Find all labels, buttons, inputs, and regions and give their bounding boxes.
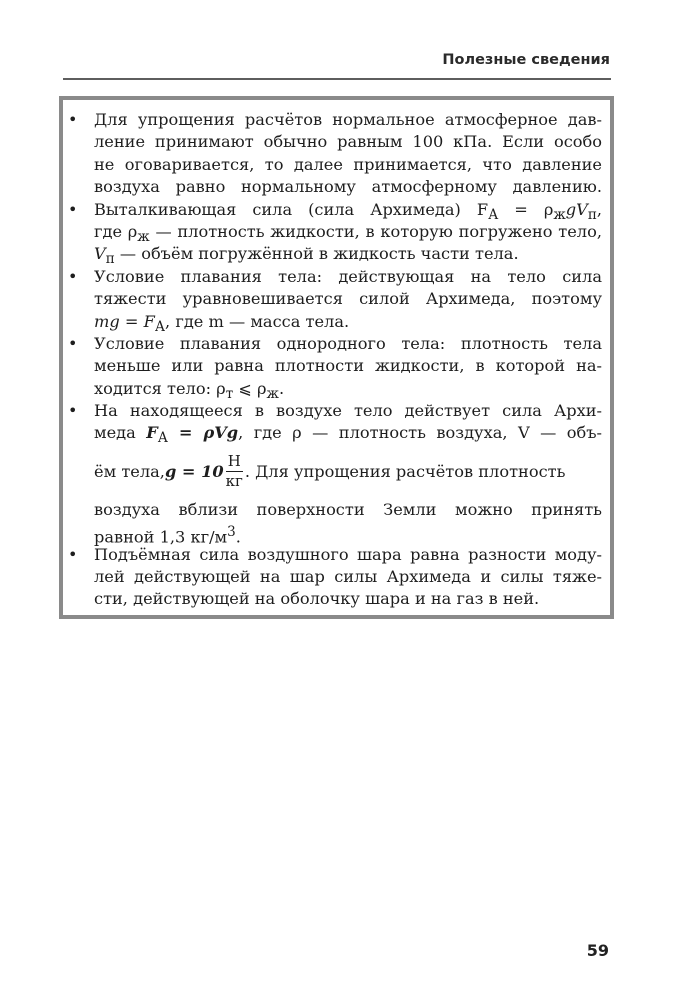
list-item: [68, 266, 602, 335]
header-rule: [63, 78, 611, 80]
bullet: •: [68, 401, 78, 421]
bullet: •: [68, 110, 78, 129]
text-line: На находящееся в воздухе тело действует сила Архи-: [94, 401, 602, 421]
text-line: ём тела, g = 10 $\frac{Н}{кг}$ . Для упрощения расчётов плотность: [94, 452, 566, 491]
text-line: тяжести уравновешивается силой Архимеда, поэтому: [94, 289, 602, 309]
unit-fraction: $\frac{Н}{кг}$: [225, 452, 243, 491]
text-line: Выталкивающая сила (сила Архимеда) $F_А = \rho_жgV_п$,: [94, 199, 603, 223]
info-box: [59, 96, 614, 619]
text-line: воздуха равно нормальному атмосферному давлению.: [94, 177, 602, 197]
list-item: [68, 109, 602, 199]
text-line: меда $F_А = \rho Vg$, где ρ — плотность воздуха, V — объ-: [94, 423, 602, 447]
bullet: •: [68, 333, 78, 353]
text-line: воздуха вблизи поверхности Земли можно принять: [94, 499, 602, 519]
list-item: [68, 400, 602, 547]
text-line: $V_п$ — объём погружённой в жидкость части тела.: [94, 244, 519, 268]
page-number: 59: [586, 941, 609, 960]
text-line: Условие плавания однородного тела: плотность тела: [94, 333, 602, 353]
list-item: [68, 333, 602, 402]
text-line: ходится тело: $\rho_т$ ⩽ $\rho_ж$.: [94, 378, 285, 402]
list-item: [68, 544, 602, 611]
text-line: сти, действующей на оболочку шара и на газ в ней.: [94, 589, 540, 609]
list-item: [68, 199, 603, 268]
bullet: •: [68, 544, 78, 564]
facts-list: [68, 109, 603, 611]
bullet: •: [68, 266, 78, 286]
text-line: меньше или равна плотности жидкости, в которой на-: [94, 356, 602, 376]
text-line: Условие плавания тела: действующая на тело сила: [94, 266, 602, 286]
bullet: •: [68, 199, 78, 219]
text-line: ление принимают обычно равным 100 кПа. Если особо: [94, 132, 602, 152]
text-line: Для упрощения расчётов нормальное атмосферное дав-: [94, 110, 602, 129]
text-line: лей действующей на шар силы Архимеда и силы тяже-: [94, 567, 602, 587]
text-line: mg = $F_А$, где m — масса тела.: [94, 311, 350, 335]
text-line: не оговаривается, то далее принимается, что давление: [94, 154, 602, 174]
text-line: Подъёмная сила воздушного шара равна разности моду-: [94, 544, 602, 564]
page-header-title: Полезные сведения: [442, 52, 610, 68]
text-line: где $\rho_ж$ — плотность жидкости, в которую погружено тело,: [94, 221, 602, 246]
text-line: равной 1,3 $кг/м^3$.: [94, 524, 241, 547]
